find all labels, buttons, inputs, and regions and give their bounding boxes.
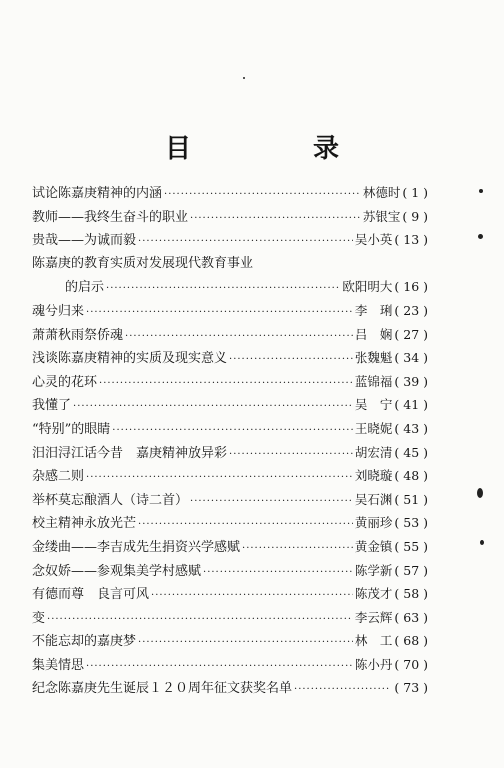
toc-entry[interactable] [32,559,428,583]
entry-author: 欧阳明大 [342,279,393,295]
entry-page: ( 48 ) [394,468,428,484]
toc-entry[interactable] [32,629,428,653]
dot-leader [125,325,353,349]
entry-title: 贵哉——为诚而毅 [32,233,137,249]
entry-author: 陈学新 [354,562,393,578]
dot-leader [229,348,353,372]
toc-entry[interactable] [32,653,428,677]
entry-author: 林 工 [354,633,393,649]
entry-title: 集美情思 [32,657,85,673]
entry-title: 纪念陈嘉庚先生诞辰１２０周年征文获奖名单 [32,681,293,697]
toc-entry[interactable] [32,370,428,394]
toc-entry[interactable] [32,181,428,205]
scan-speck [477,488,483,498]
entry-title: 萧萧秋雨祭侨魂 [32,327,124,343]
dot-leader [203,561,353,585]
dot-leader [190,490,353,514]
entry-title: 的启示 [65,280,105,296]
toc-entry[interactable] [32,252,428,276]
entry-page: ( 43 ) [394,420,428,436]
entry-title: 试论陈嘉庚精神的内涵 [32,186,163,201]
dot-leader [242,537,353,561]
dot-leader [138,631,353,655]
entry-author: 蓝锦福 [354,373,393,389]
entry-page: ( 16 ) [394,279,428,295]
toc-entry[interactable] [32,441,428,465]
entry-page: ( 55 ) [394,538,428,554]
entry-title: 汨汨浔江话今昔 嘉庚精神放异彩 [32,445,228,461]
entry-page: ( 63 ) [394,609,428,625]
toc-entry[interactable] [32,488,428,512]
entry-page: ( 58 ) [394,586,428,602]
entry-author: 刘晓璇 [354,468,393,484]
toc-entry[interactable] [32,346,428,370]
dot-leader [86,466,353,490]
entry-author: 王晓妮 [354,420,393,436]
entry-page: ( 45 ) [394,444,428,460]
dot-leader [86,301,353,325]
toc-entry[interactable] [32,393,428,417]
entry-author: 张魏魁 [354,350,393,366]
entry-page: ( 39 ) [394,373,428,389]
entry-author: 苏银宝 [362,208,401,224]
dot-leader [138,230,353,254]
entry-author: 陈小丹 [354,656,393,672]
scan-speck [243,77,245,79]
entry-title: 浅谈陈嘉庚精神的实质及现实意义 [32,351,228,367]
entry-page: ( 70 ) [394,656,428,672]
dot-leader [99,372,353,396]
toc-entry[interactable] [32,606,428,630]
dot-leader [138,513,353,537]
entry-title: 陈嘉庚的教育实质对发展现代教育事业 [32,255,254,271]
entry-page: ( 51 ) [394,491,428,507]
entry-page: ( 53 ) [394,515,428,531]
entry-page: ( 13 ) [394,232,428,248]
entry-title: 我懂了 [32,398,72,414]
dot-leader [151,584,353,608]
entry-title: 举杯莫忘酿酒人（诗二首） [32,492,189,508]
toc-entry[interactable] [32,511,428,535]
entry-author: 吕 娴 [354,326,393,342]
entry-page: ( 9 ) [402,208,428,224]
toc-entry[interactable] [32,205,428,229]
dot-leader [47,608,353,632]
entry-author: 李 琍 [354,302,393,318]
scan-speck [478,234,483,239]
entry-page: ( 23 ) [394,302,428,318]
entry-title: 不能忘却的嘉庚梦 [32,634,137,650]
toc-entry[interactable] [32,275,428,299]
toc-entry[interactable] [32,582,428,606]
entry-page: ( 1 ) [402,185,428,200]
entry-author: 陈茂才 [354,586,393,602]
entry-author: 吴 宁 [354,397,393,413]
toc-entry[interactable] [32,417,428,441]
toc-entry[interactable] [32,464,428,488]
scan-speck [479,189,483,193]
dot-leader [112,419,353,443]
entry-title: 校主精神永放光芒 [32,516,137,532]
entry-title: “特别”的眼睛 [32,421,111,437]
table-of-contents [32,181,428,700]
entry-title: 杂感二则 [32,469,85,485]
entry-page: ( 41 ) [394,397,428,413]
entry-title: 有德而尊 良言可风 [32,587,150,603]
toc-entry[interactable] [32,299,428,323]
dot-leader [164,183,361,207]
entry-title: 变 [32,610,46,626]
entry-title: 魂兮归来 [32,303,85,319]
entry-page: ( 73 ) [394,680,428,696]
entry-author: 胡宏清 [354,444,393,460]
entry-title: 金缕曲——李吉成先生捐资兴学感赋 [32,539,241,555]
page-title: 目 录 [164,134,387,164]
dot-leader [106,277,340,301]
entry-author: 吴小英 [354,232,393,248]
toc-entry[interactable] [32,535,428,559]
dot-leader [73,395,353,419]
entry-title: 念奴娇——参观集美学村感赋 [32,563,202,579]
entry-page: ( 34 ) [394,350,428,366]
entry-page: ( 57 ) [394,562,428,578]
dot-leader [229,443,353,467]
entry-page: ( 27 ) [394,326,428,342]
entry-author: 林德时 [362,185,401,200]
dot-leader [86,655,353,679]
entry-title: 教师——我终生奋斗的职业 [32,209,189,225]
toc-entry[interactable] [32,676,428,700]
entry-page: ( 68 ) [394,633,428,649]
entry-author: 李云辉 [354,609,393,625]
entry-title: 心灵的花环 [32,374,98,390]
scan-speck [480,540,484,545]
toc-entry[interactable] [32,323,428,347]
dot-leader [190,207,361,231]
entry-author: 黄丽珍 [354,515,393,531]
entry-author: 吴石渊 [354,491,393,507]
toc-entry[interactable] [32,228,428,252]
entry-author: 黄金镇 [354,538,393,554]
dot-leader [294,678,390,702]
